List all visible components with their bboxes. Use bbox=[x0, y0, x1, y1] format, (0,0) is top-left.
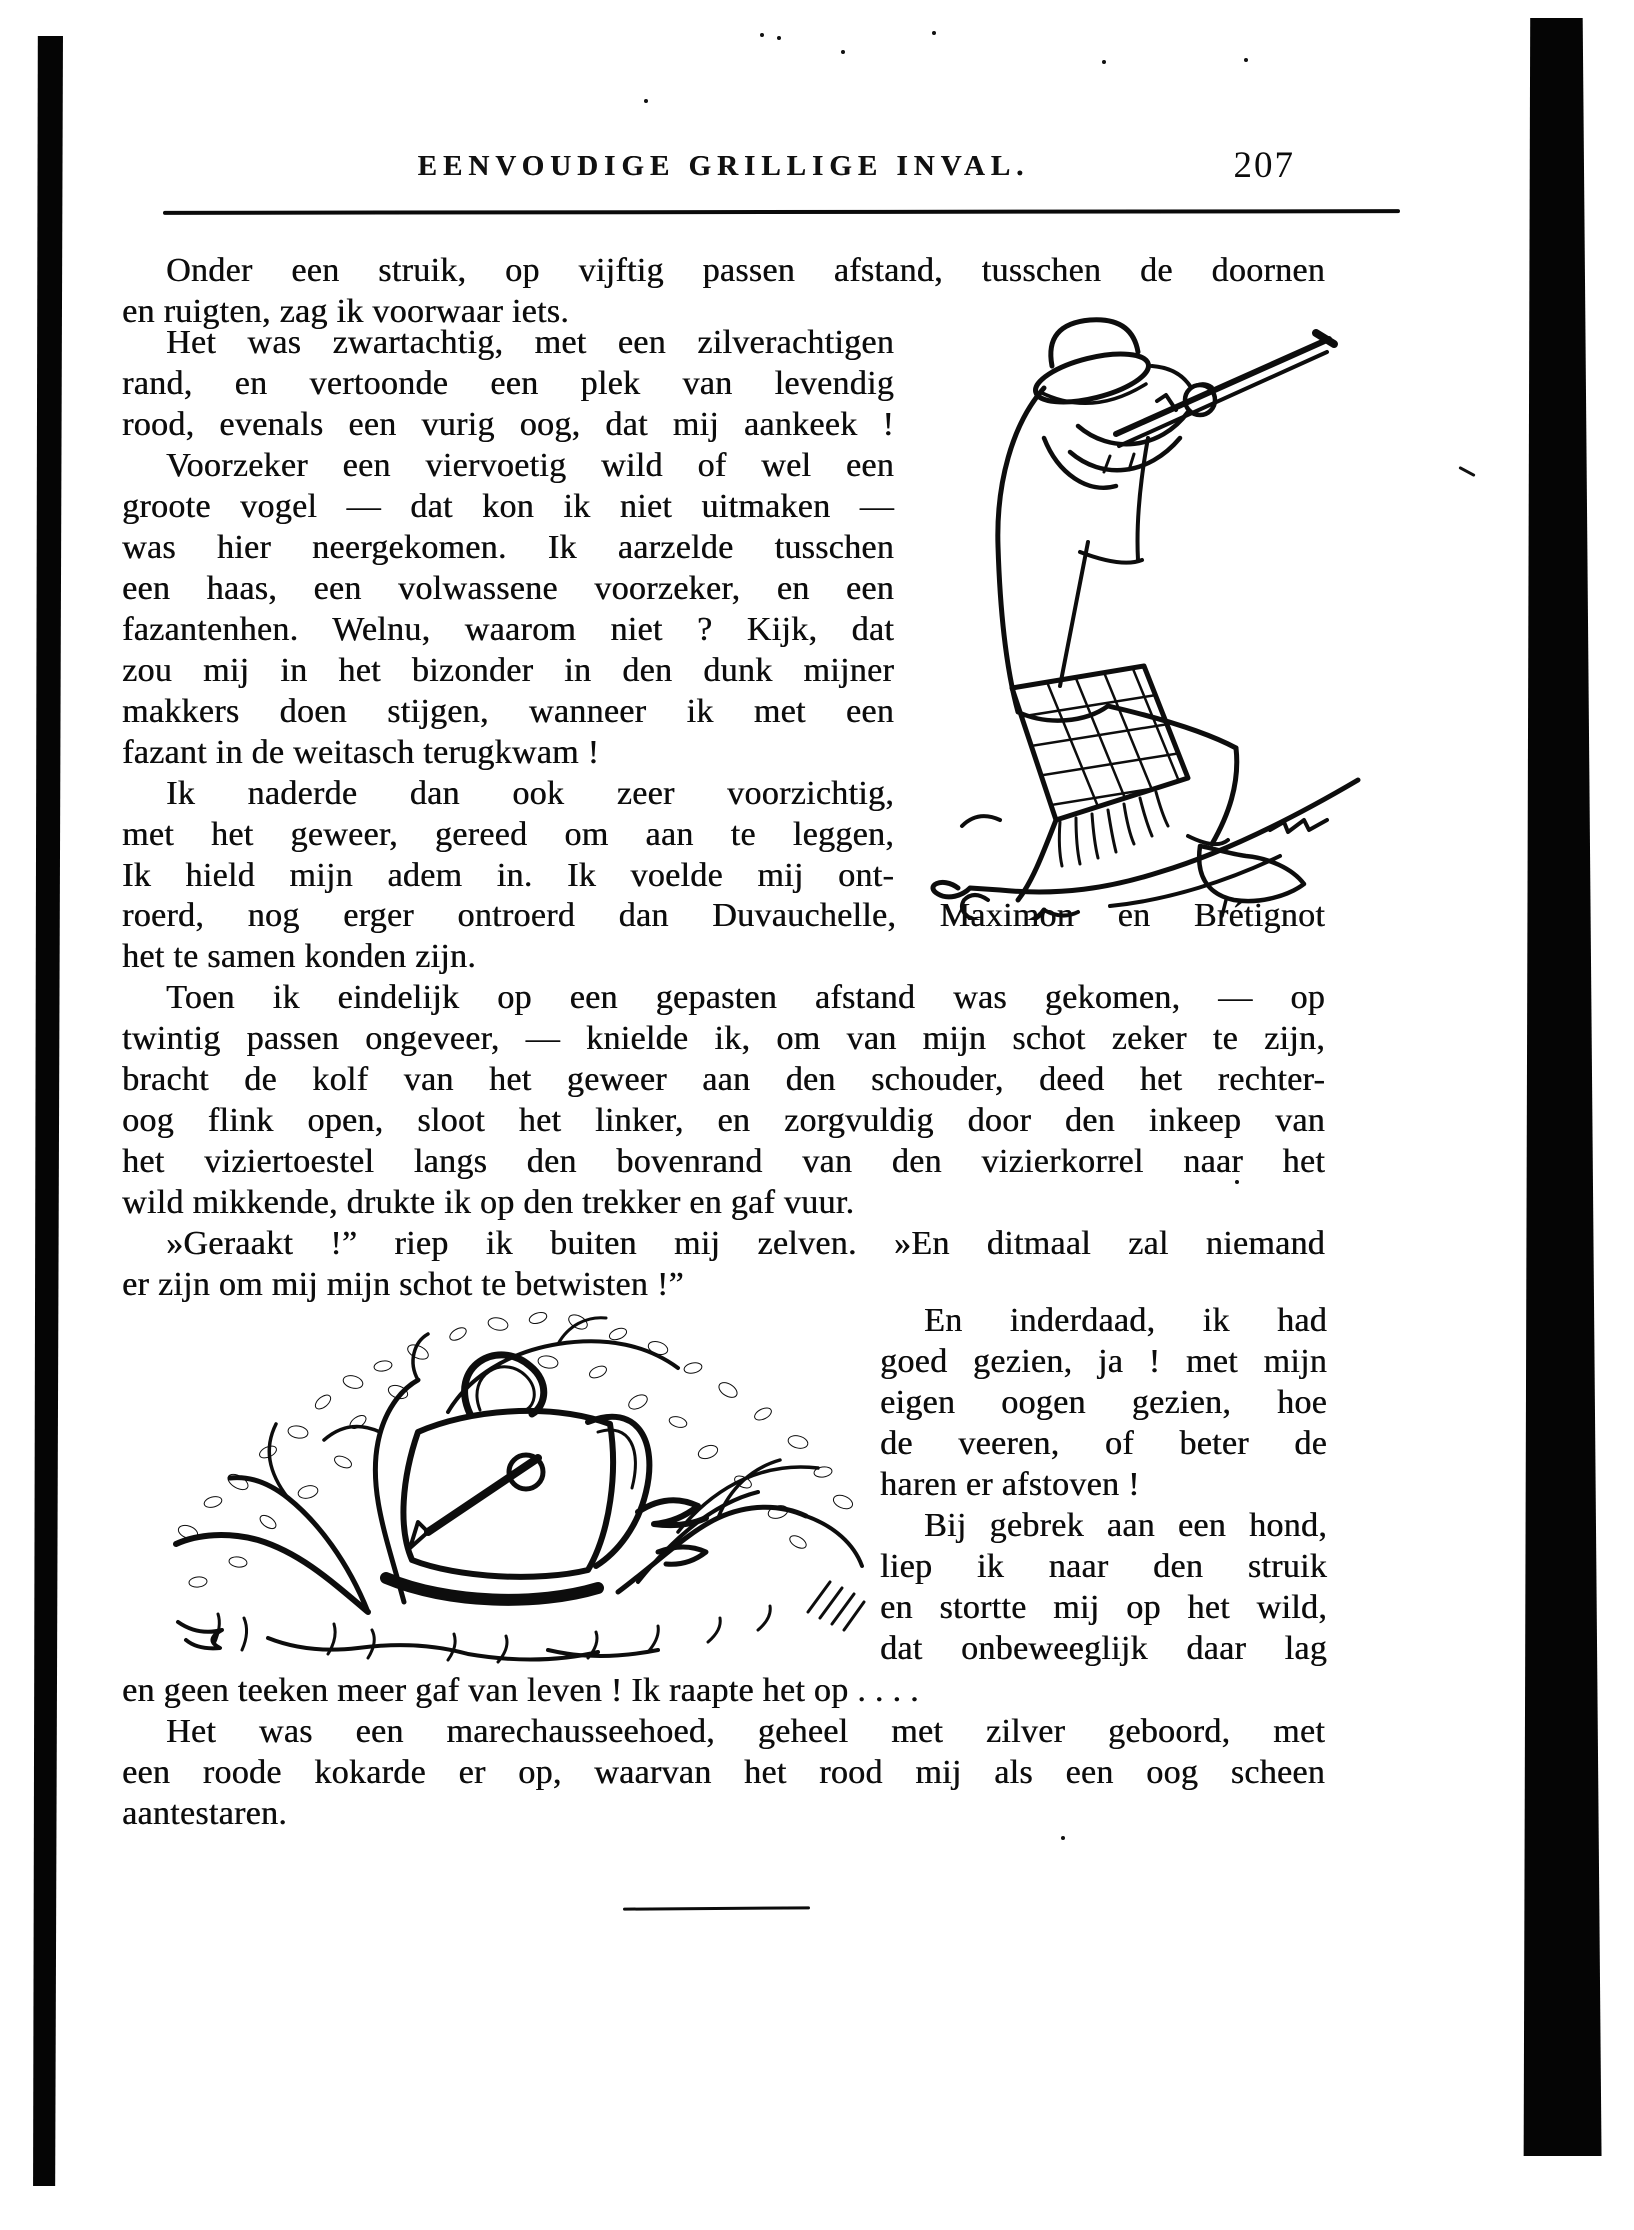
text-line: fazantenhen. Welnu, waarom niet ? Kijk, dat bbox=[122, 611, 894, 648]
scan-speck bbox=[932, 31, 936, 35]
text-line: wild mikkende, drukte ik op den trekker en gaf vuur. bbox=[122, 1184, 855, 1221]
text-line: eigen oogen gezien, hoe bbox=[880, 1384, 1327, 1421]
text-line: Voorzeker een viervoetig wild of wel een bbox=[166, 447, 894, 484]
section-divider-rule bbox=[623, 1906, 810, 1910]
text-line: zou mij in het bizonder in den dunk mijner bbox=[122, 652, 894, 689]
text-line: haren er afstoven ! bbox=[880, 1466, 1140, 1503]
text-line: Het was een marechausseehoed, geheel met zilver geboord, met bbox=[166, 1713, 1325, 1750]
page-number: 207 bbox=[1233, 145, 1295, 186]
scan-speck bbox=[1244, 58, 1248, 62]
scan-stray-mark bbox=[1458, 466, 1475, 477]
text-line: en geen teeken meer gaf van leven ! Ik raapte het op . . . . bbox=[122, 1672, 919, 1709]
text-line: Toen ik eindelijk op een gepasten afstand was gekomen, — op bbox=[166, 979, 1325, 1016]
scan-speck bbox=[644, 99, 648, 103]
text-line: aantestaren. bbox=[122, 1795, 288, 1832]
scan-speck bbox=[760, 33, 764, 37]
text-line: »Geraakt !” riep ik buiten mij zelven. »En ditmaal zal niemand bbox=[166, 1225, 1325, 1262]
text-line: een roode kokarde er op, waarvan het rood mij als een oog scheen bbox=[122, 1754, 1325, 1791]
hunter-illustration bbox=[640, 240, 1400, 920]
text-line: en stortte mij op het wild, bbox=[880, 1589, 1327, 1626]
bush-illustration bbox=[118, 1282, 883, 1677]
text-line: liep ik naar den struik bbox=[880, 1548, 1327, 1585]
text-line: rood, evenals een vurig oog, dat mij aankeek ! bbox=[122, 406, 894, 443]
text-line: oog flink open, sloot het linker, en zorgvuldig door den inkeep van bbox=[122, 1102, 1325, 1139]
text-line: makkers doen stijgen, wanneer ik met een bbox=[122, 693, 894, 730]
text-line: Ik naderde dan ook zeer voorzichtig, bbox=[166, 775, 894, 812]
text-line: er zijn om mij mijn schot te betwisten !” bbox=[122, 1266, 684, 1303]
text-line: en ruigten, zag ik voorwaar iets. bbox=[122, 293, 570, 330]
scan-speck bbox=[841, 50, 845, 54]
text-line: het viziertoestel langs den bovenrand van den vizierkorrel naar het bbox=[122, 1143, 1325, 1180]
thicket-with-hat-drawing bbox=[118, 1282, 883, 1677]
text-line: Bij gebrek aan een hond, bbox=[924, 1507, 1327, 1544]
text-line: groote vogel — dat kon ik niet uitmaken — bbox=[122, 488, 894, 525]
text-line: dat onbeweeglijk daar lag bbox=[880, 1630, 1327, 1667]
scan-speck bbox=[1235, 1180, 1239, 1184]
hunter-kneeling-aiming-rifle-drawing bbox=[640, 240, 1400, 920]
text-line: de veeren, of beter de bbox=[880, 1425, 1327, 1462]
scan-speck bbox=[777, 36, 781, 40]
text-line: Het was zwartachtig, met een zilverachtigen bbox=[166, 324, 894, 361]
text-line: goed gezien, ja ! met mijn bbox=[880, 1343, 1327, 1380]
text-line: Onder een struik, op vijftig passen afstand, tusschen de doornen bbox=[166, 252, 1325, 289]
text-line: met het geweer, gereed om aan te leggen, bbox=[122, 816, 894, 853]
text-line: rand, en vertoonde een plek van levendig bbox=[122, 365, 894, 402]
text-line: was hier neergekomen. Ik aarzelde tusschen bbox=[122, 529, 894, 566]
paragraph-middle bbox=[122, 895, 1325, 1305]
text-line: roerd, nog erger ontroerd dan Duvauchelle, Maximon en Brétignot bbox=[122, 897, 1325, 934]
header-rule bbox=[163, 209, 1400, 215]
running-header-title: EENVOUDIGE GRILLIGE INVAL. bbox=[417, 150, 1030, 182]
paragraph-right-column bbox=[880, 1300, 1327, 1669]
scan-speck bbox=[1102, 60, 1106, 64]
text-line: fazant in de weitasch terugkwam ! bbox=[122, 734, 600, 771]
right-spine-shadow-bar bbox=[1522, 18, 1604, 2156]
text-line: een haas, een volwassene voorzeker, en een bbox=[122, 570, 894, 607]
left-spine-shadow-bar bbox=[30, 36, 64, 2186]
text-line: het te samen konden zijn. bbox=[122, 938, 477, 975]
scan-speck bbox=[1061, 1836, 1065, 1840]
text-line: bracht de kolf van het geweer aan den schouder, deed het rechter- bbox=[122, 1061, 1325, 1098]
text-line: En inderdaad, ik had bbox=[924, 1302, 1327, 1339]
text-line: Ik hield mijn adem in. Ik voelde mij ont- bbox=[122, 857, 894, 894]
paragraph-bottom bbox=[122, 1670, 1325, 1834]
text-line: twintig passen ongeveer, — knielde ik, om van mijn schot zeker te zijn, bbox=[122, 1020, 1325, 1057]
